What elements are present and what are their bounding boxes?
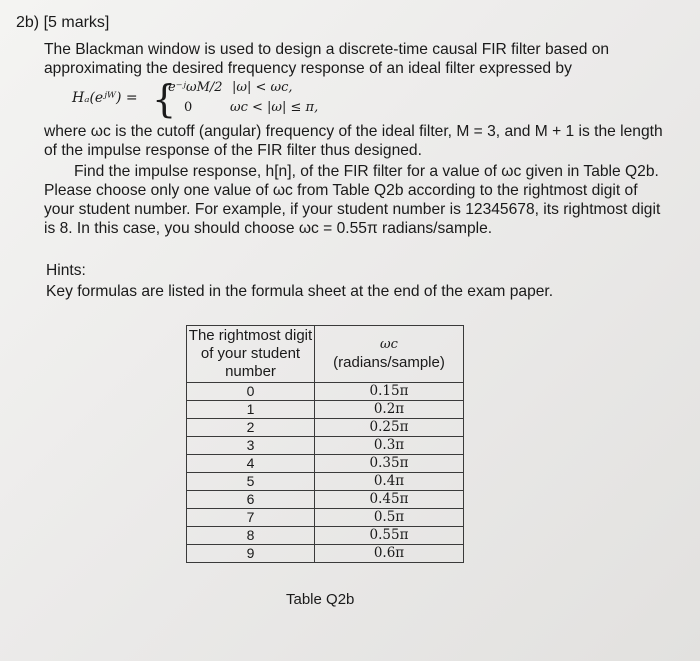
formula-case1-range: |ω| < ωc, — [232, 80, 293, 95]
table-row — [187, 455, 464, 473]
table-cell-digit: 8 — [187, 527, 315, 545]
question-paragraph-2: where ωc is the cutoff (angular) frequency of the ideal filter, M = 3, and M + 1 is the length of the impulse response of the FIR filter thus designed. — [44, 123, 663, 159]
table-cell-digit: 6 — [187, 491, 315, 509]
table-cell-value: 0.45π — [315, 491, 464, 509]
table-row — [187, 473, 464, 491]
table-cell-digit: 5 — [187, 473, 315, 491]
table-cell-value: 0.3π — [315, 437, 464, 455]
table-cell-digit: 7 — [187, 509, 315, 527]
formula-brace: { — [152, 77, 177, 121]
cutoff-table — [186, 325, 464, 563]
question-paragraph-1: The Blackman window is used to design a discrete-time causal FIR filter based on approximating the desired frequency response of an ideal filter expressed by — [44, 41, 610, 77]
table-row — [187, 527, 464, 545]
table-cell-value: 0.35π — [315, 455, 464, 473]
omega-unit: (radians/sample) — [333, 354, 445, 371]
table-cell-value: 0.4π — [315, 473, 464, 491]
table-cell-value: 0.25π — [315, 419, 464, 437]
table-row — [187, 437, 464, 455]
table-cell-digit: 9 — [187, 545, 315, 563]
hints-heading: Hints: — [46, 262, 86, 279]
table-cell-digit: 4 — [187, 455, 315, 473]
formula-lhs: Hₐ(eʲᵂ) = — [72, 90, 138, 106]
formula-case2-value: 0 — [184, 100, 193, 115]
table-row — [187, 401, 464, 419]
question-header: 2b) [5 marks] — [16, 14, 110, 31]
table-cell-digit: 2 — [187, 419, 315, 437]
table-cell-value: 0.5π — [315, 509, 464, 527]
table-row — [187, 491, 464, 509]
table-row — [187, 509, 464, 527]
table-cell-value: 0.55π — [315, 527, 464, 545]
table-header-row — [187, 326, 464, 383]
table-cell-digit: 0 — [187, 383, 315, 401]
table-row — [187, 419, 464, 437]
omega-symbol: ωc — [380, 337, 398, 352]
table-cell-digit: 3 — [187, 437, 315, 455]
hints-text: Key formulas are listed in the formula sheet at the end of the exam paper. — [46, 283, 554, 300]
question-paragraph-3: Find the impulse response, h[n], of the FIR filter for a value of ωc given in Table Q2b. Please choose only one value of ωc from Table Q2b according to the rightmost digit of your student number. For example, if your student number is 12345678, its rightmost digit is 8. In this case, you should choose ωc = 0.55π radians/sample. — [44, 163, 661, 237]
table-cell-value: 0.6π — [315, 545, 464, 563]
table-body — [187, 383, 464, 563]
formula-case1-value: e⁻ʲωM/2 — [168, 80, 223, 95]
table-cell-digit: 1 — [187, 401, 315, 419]
table-caption: Table Q2b — [286, 591, 355, 608]
formula-case2-range: ωc < |ω| ≤ π, — [230, 100, 319, 115]
table-cell-value: 0.2π — [315, 401, 464, 419]
table-row — [187, 545, 464, 563]
table-header-omega — [315, 326, 464, 383]
table-row — [187, 383, 464, 401]
table-header-digit: The rightmost digit of your student number — [187, 326, 315, 383]
table-cell-value: 0.15π — [315, 383, 464, 401]
